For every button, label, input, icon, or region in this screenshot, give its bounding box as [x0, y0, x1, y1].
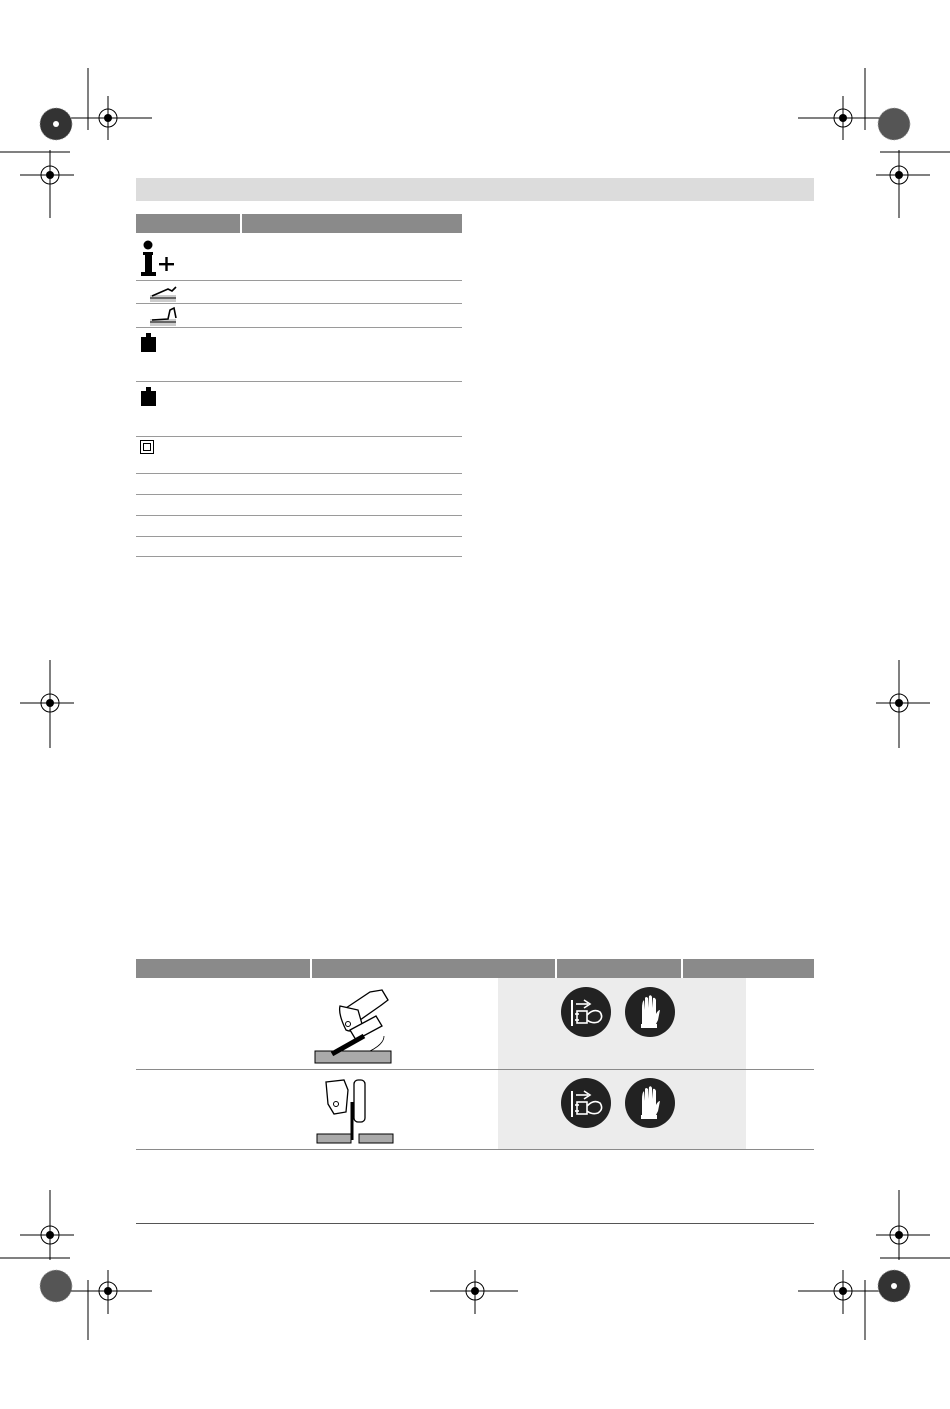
column-divider [681, 959, 683, 978]
table-row-divider [136, 556, 462, 557]
grinder-high-icon [140, 306, 180, 326]
table-row-divider [136, 494, 462, 495]
table-row-divider [136, 327, 462, 328]
table-row-divider [136, 280, 462, 281]
table-row-divider [136, 473, 462, 474]
column-divider [240, 214, 242, 233]
column-divider [555, 959, 557, 978]
gloves-icon [624, 1077, 676, 1129]
table-row-divider [136, 436, 462, 437]
procedures-table-header [136, 959, 814, 978]
table-row-divider [136, 1069, 814, 1070]
unplug-icon [560, 1077, 612, 1129]
weight-icon [140, 333, 160, 353]
grinder-vertical-cut-illustration [316, 1076, 396, 1146]
page-footer-rule [136, 1223, 814, 1224]
grinder-angle-illustration [310, 984, 396, 1066]
table-row-divider [136, 536, 462, 537]
double-insulation-icon [140, 440, 156, 456]
info-plus-icon [140, 240, 180, 278]
weight-icon [140, 387, 160, 407]
table-row-divider [136, 303, 462, 304]
gloves-icon [624, 986, 676, 1038]
table-row-divider [136, 515, 462, 516]
symbols-table-header [136, 214, 462, 233]
table-row-divider [136, 1149, 814, 1150]
page-header-band [136, 178, 814, 201]
procedures-shaded-column [498, 978, 746, 1149]
grinder-low-icon [140, 283, 180, 302]
unplug-icon [560, 986, 612, 1038]
column-divider [310, 959, 312, 978]
table-row-divider [136, 381, 462, 382]
